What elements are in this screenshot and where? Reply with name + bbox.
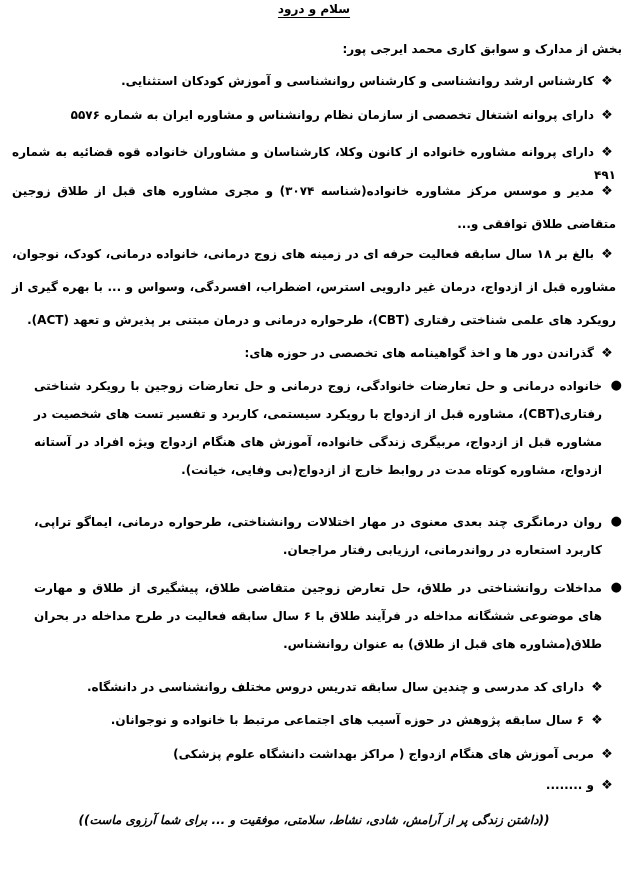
list-item [12,70,616,93]
list-item [12,342,616,365]
list-item [12,709,606,732]
sub-list-item [34,574,622,658]
list-item [12,238,616,337]
round-bullet-icon: ● [610,378,622,393]
sub-list-item-text: مداخلات روانشناختی در طلاق، حل تعارض زوجین متقاضی طلاق، پیشگیری از طلاق و مهارت های موضوعی ششگانه مداخله در فرآیند طلاق با ۶ سال سابقه فعالیت در طرح مداخله در بحران طلاق(مشاوره های قبل از طلاق) به عنوان روانشناس. [34,581,602,651]
diamond-bullet-icon: ❖ [601,778,613,793]
sub-list-item-text: خانواده درمانی و حل تعارضات خانوادگی، زوج درمانی و حل تعارضات زوجین با رویکرد شناختی رفتاری(CBT)، مشاوره قبل از ازدواج با رویکرد سیستمی، کاربرد و تفسیر تست های شخصیت در مشاوره قبل از ازدواج، مربیگری زندگی خانواده، آموزش های هنگام ازدواج ویژه افراد در آستانه ازدواج، مشاوره کوتاه مدت در روابط خارج از ازدواج(بی وفایی، خیانت). [34,379,602,477]
diamond-bullet-icon: ❖ [601,346,613,361]
list-item [12,175,616,241]
list-item-text: گذراندن دور ها و اخذ گواهینامه های تخصصی در حوزه های: [244,346,594,360]
section-title: بخش از مدارک و سوابق کاری محمد ایرجی پور: [342,42,622,56]
list-item [12,676,606,699]
sub-list-item-text: روان درمانگری چند بعدی معنوی در مهار اختلالات روانشناختی، طرحواره درمانی، ایماگو تراپی، کاربرد استعاره در رواندرمانی، ارزیابی رفتار مراجعان. [34,515,602,557]
list-item [12,104,616,127]
list-item-text: دارای کد مدرسی و چندین سال سابقه تدریس دروس مختلف روانشناسی در دانشگاه. [86,680,584,694]
list-item-text: ۶ سال سابقه پژوهش در حوزه آسیب های اجتماعی مرتبط با خانواده و نوجوانان. [110,713,584,727]
sub-list-item [34,372,622,484]
list-item [12,743,616,766]
list-item-text: مدیر و موسس مرکز مشاوره خانواده(شناسه ۳۰۷۴) و مجری مشاوره های قبل از طلاق زوجین متقاضی طلاق توافقی و... [12,184,616,231]
diamond-bullet-icon: ❖ [591,713,603,728]
greeting-text: سلام و درود [277,2,351,16]
list-item-text: و ........ [545,778,594,792]
sub-list-item [34,508,622,564]
diamond-bullet-icon: ❖ [601,184,613,199]
greeting-heading [0,2,628,16]
round-bullet-icon: ● [610,514,622,529]
diamond-bullet-icon: ❖ [601,747,613,762]
list-item-text: دارای پروانه اشتغال تخصصی از سازمان نظام روانشناس و مشاوره ایران به شماره ۵۵۷۶ [70,108,594,122]
diamond-bullet-icon: ❖ [591,680,603,695]
diamond-bullet-icon: ❖ [601,247,613,262]
list-item-text: بالغ بر ۱۸ سال سابقه فعالیت حرفه ای در زمینه های زوج درمانی، خانواده درمانی، کودک، نوجوان، مشاوره قبل از ازدواج، درمان غیر دارویی استرس، اضطراب، افسردگی، وسواس و ... با بهره گیری از رویکرد های علمی شناختی رفتاری (CBT)، طرحواره درمانی و درمان مبتنی بر پذیرش و تعهد (ACT). [12,247,616,327]
list-item-text: مربی آموزش های هنگام ازدواج ( مراکز بهداشت دانشگاه علوم پزشکی) [173,747,594,761]
diamond-bullet-icon: ❖ [601,74,613,89]
list-item-text: کارشناس ارشد روانشناسی و کارشناس روانشناسی و آموزش کودکان استثنایی. [121,74,594,88]
diamond-bullet-icon: ❖ [601,145,613,160]
diamond-bullet-icon: ❖ [601,108,613,123]
round-bullet-icon: ● [610,580,622,595]
list-item [12,774,616,797]
closing-note: ((داشتن زندگی پر از آرامش، شادی، نشاط، سلامتی، موفقیت و ... برای شما آرزوی ماست)) [78,813,550,827]
list-item-text: دارای پروانه مشاوره خانواده از کانون وکلا، کارشناسان و مشاوران خانواده قوه قضائیه به شماره ۴۹۱ [12,145,616,182]
